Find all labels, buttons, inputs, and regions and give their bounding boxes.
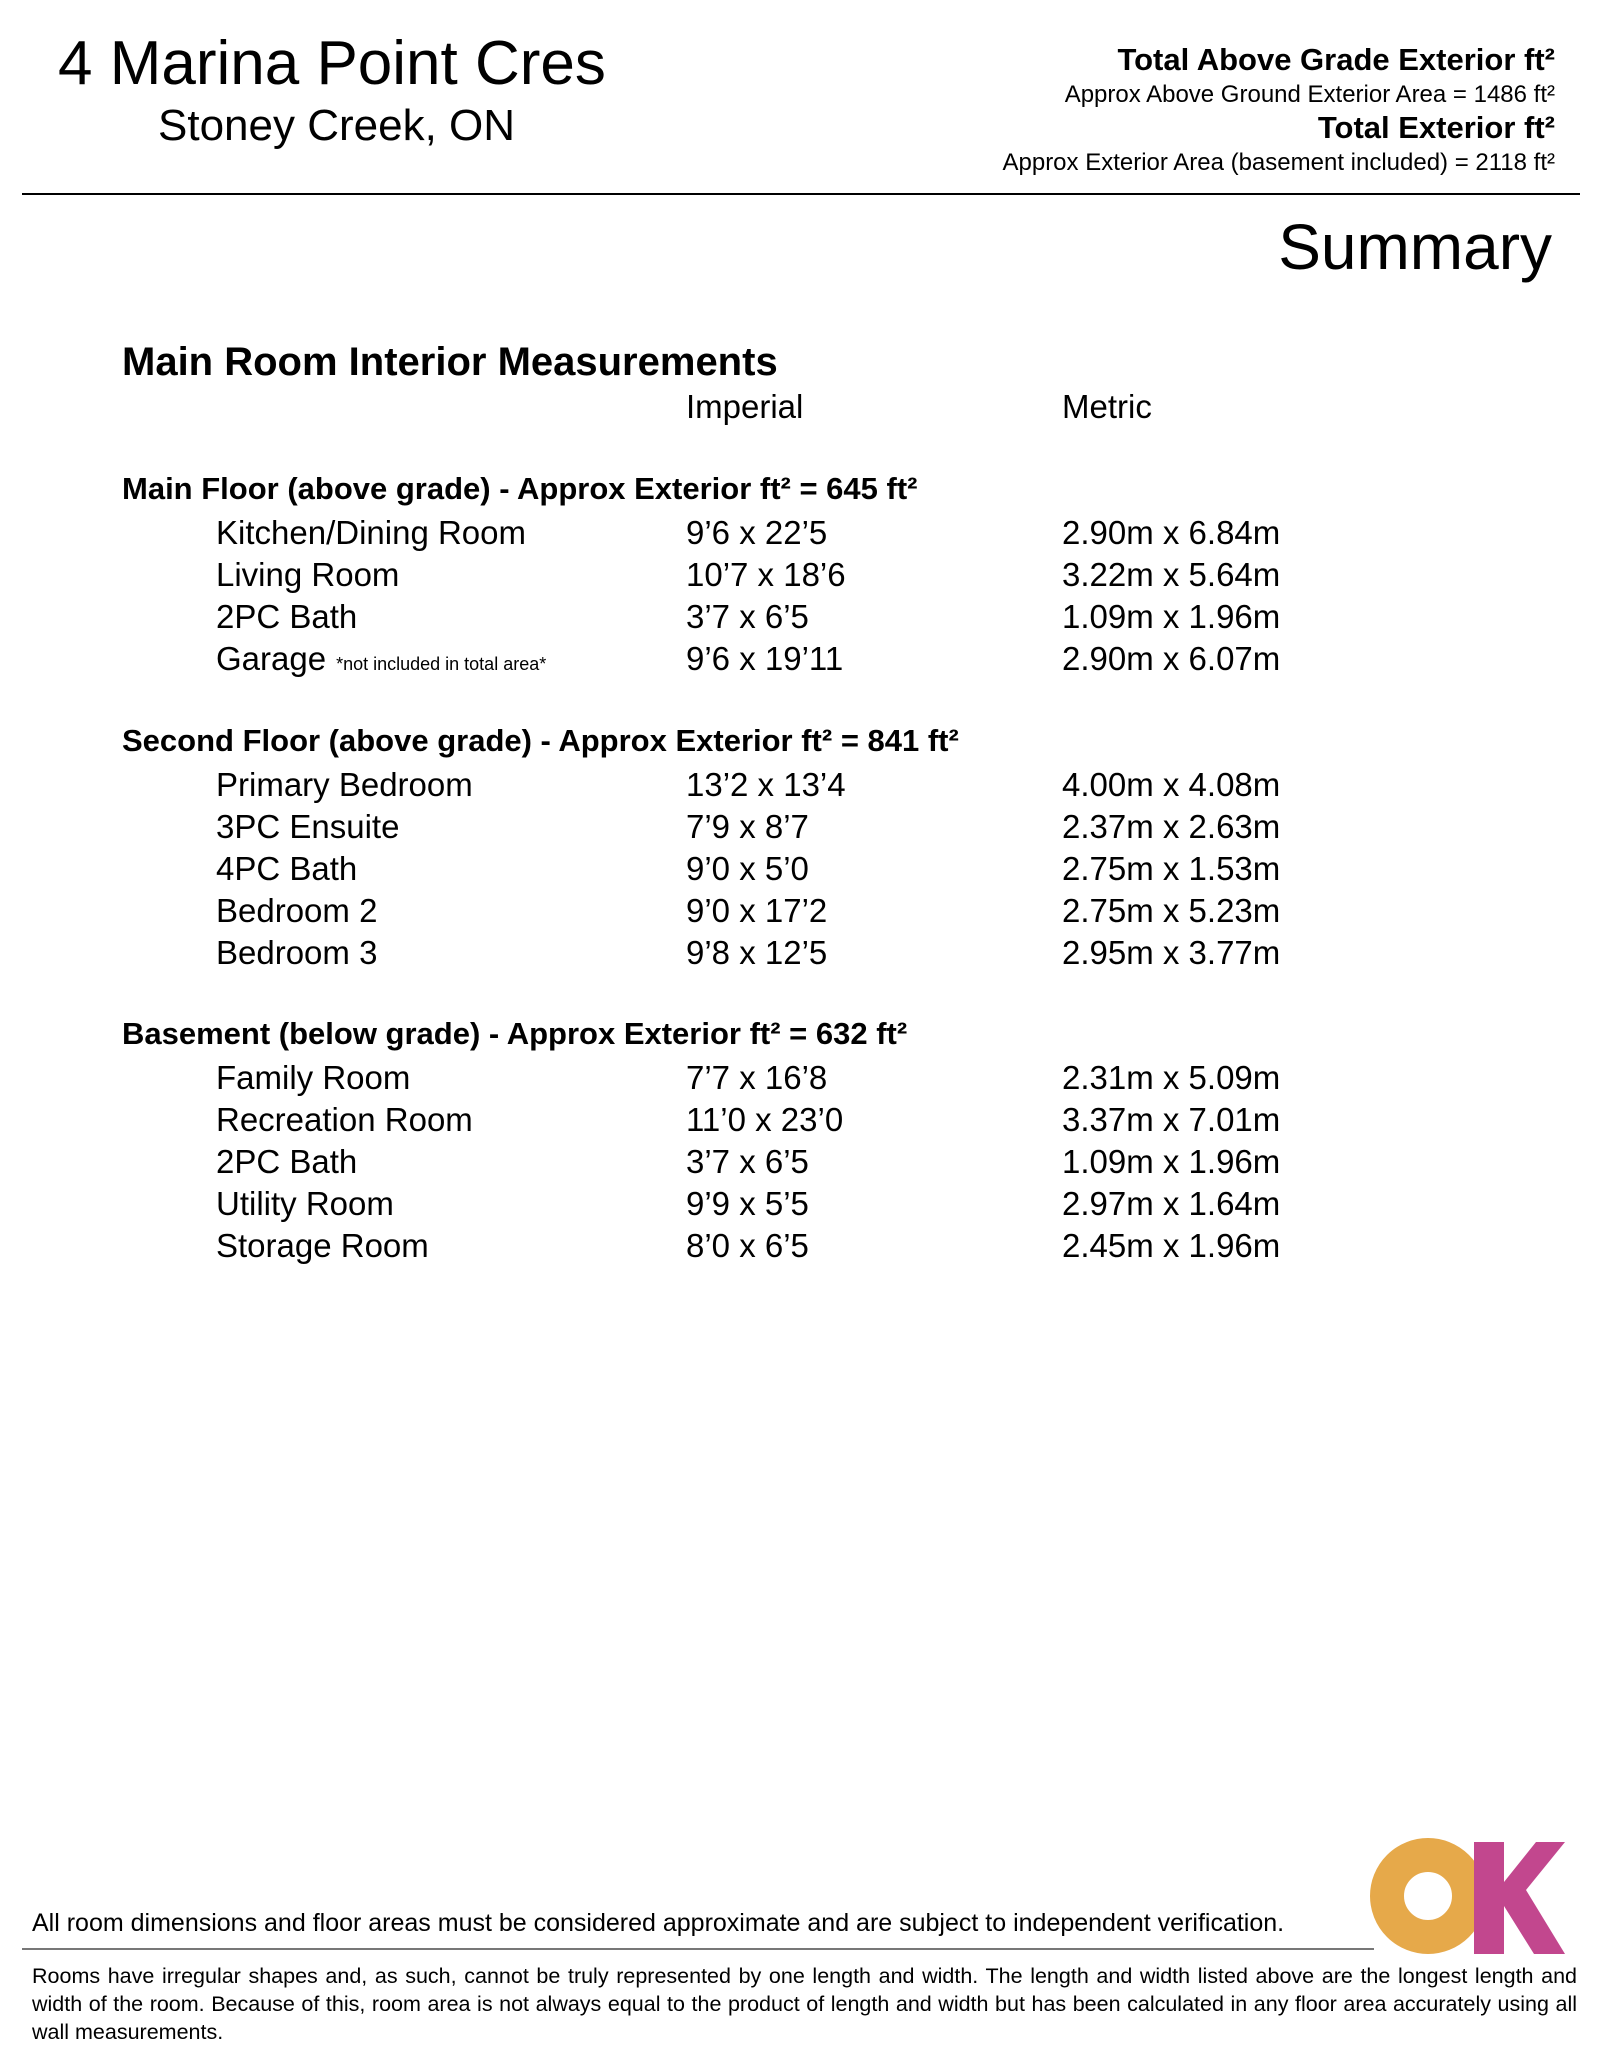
room-name: Kitchen/Dining Room	[216, 514, 526, 551]
room-row	[0, 596, 1600, 638]
summary-title: Summary	[1278, 211, 1552, 283]
room-row	[0, 1099, 1600, 1141]
room-row	[0, 1141, 1600, 1183]
floor-heading-basement: Basement (below grade) - Approx Exterior ft² = 632 ft²	[122, 1016, 908, 1051]
floor-heading-main: Main Floor (above grade) - Approx Exterior ft² = 645 ft²	[122, 471, 918, 506]
floor-heading-second: Second Floor (above grade) - Approx Exterior ft² = 841 ft²	[122, 723, 959, 758]
room-name-with-note	[216, 638, 546, 685]
room-metric: 2.45m x 1.96m	[1062, 1227, 1281, 1264]
room-metric: 2.97m x 1.64m	[1062, 1185, 1281, 1222]
room-imperial: 13’2 x 13’4	[686, 766, 846, 803]
room-row	[0, 848, 1600, 890]
room-imperial: 9’0 x 17’2	[686, 892, 828, 929]
room-row	[0, 1183, 1600, 1225]
room-metric: 4.00m x 4.08m	[1062, 766, 1281, 803]
room-imperial: 3’7 x 6’5	[686, 598, 809, 635]
total-exterior-title: Total Exterior ft²	[1317, 110, 1555, 145]
total-above-grade-title: Total Above Grade Exterior ft²	[1117, 42, 1555, 77]
header-divider	[22, 193, 1580, 195]
room-metric: 3.22m x 5.64m	[1062, 556, 1281, 593]
total-above-grade-detail: Approx Above Ground Exterior Area = 1486 ft²	[1064, 81, 1555, 108]
room-metric: 2.37m x 2.63m	[1062, 808, 1281, 845]
footnote-text: Rooms have irregular shapes and, as such, cannot be truly represented by one length and width. The length and width listed above are the longest length and width of the room. Because of this, room area is not always equal to the product of length and width but has been calculated in any floor area accurately using all wall measurements.	[32, 1964, 1577, 2044]
column-header-imperial: Imperial	[686, 388, 804, 425]
room-row	[0, 554, 1600, 596]
logo-k-shape	[1474, 1842, 1565, 1954]
room-name: Recreation Room	[216, 1101, 473, 1138]
room-imperial: 8’0 x 6’5	[686, 1227, 809, 1264]
room-name: Bedroom 3	[216, 934, 378, 971]
room-name: Primary Bedroom	[216, 766, 473, 803]
column-header-metric: Metric	[1062, 388, 1152, 425]
footer-divider	[22, 1948, 1374, 1950]
room-name: 4PC Bath	[216, 850, 358, 887]
room-name: Bedroom 2	[216, 892, 378, 929]
room-name: Utility Room	[216, 1185, 394, 1222]
room-imperial: 10’7 x 18’6	[686, 556, 846, 593]
room-row	[0, 638, 1600, 680]
section-heading: Main Room Interior Measurements	[122, 340, 778, 384]
room-imperial: 7’7 x 16’8	[686, 1059, 828, 1096]
room-row	[0, 806, 1600, 848]
room-name: Family Room	[216, 1059, 411, 1096]
room-imperial: 11’0 x 23’0	[686, 1101, 844, 1138]
room-row	[0, 512, 1600, 554]
room-metric: 1.09m x 1.96m	[1062, 598, 1281, 635]
room-imperial: 9’8 x 12’5	[686, 934, 828, 971]
disclaimer-text: All room dimensions and floor areas must be considered approximate and are subject to independent verification.	[32, 1909, 1285, 1937]
room-imperial: 7’9 x 8’7	[686, 808, 809, 845]
room-name: 2PC Bath	[216, 1143, 358, 1180]
address-line2: Stoney Creek, ON	[158, 101, 516, 150]
company-logo	[1370, 1838, 1565, 1954]
room-name: Storage Room	[216, 1227, 429, 1264]
room-metric: 2.31m x 5.09m	[1062, 1059, 1281, 1096]
total-exterior-detail: Approx Exterior Area (basement included) = 2118 ft²	[1002, 149, 1555, 176]
room-row	[0, 1057, 1600, 1099]
room-imperial: 9’6 x 22’5	[686, 514, 828, 551]
room-metric: 2.75m x 1.53m	[1062, 850, 1281, 887]
room-note: *not included in total area*	[336, 654, 547, 674]
room-name: 3PC Ensuite	[216, 808, 400, 845]
room-imperial: 9’6 x 19’11	[686, 640, 844, 677]
address-line1: 4 Marina Point Cres	[58, 29, 606, 98]
room-metric: 3.37m x 7.01m	[1062, 1101, 1281, 1138]
room-row	[0, 890, 1600, 932]
room-imperial: 3’7 x 6’5	[686, 1143, 809, 1180]
room-name: Garage	[216, 640, 327, 677]
room-imperial: 9’0 x 5’0	[686, 850, 809, 887]
room-row	[0, 932, 1600, 974]
room-row	[0, 764, 1600, 806]
room-metric: 2.95m x 3.77m	[1062, 934, 1281, 971]
room-name: 2PC Bath	[216, 598, 358, 635]
room-row	[0, 1225, 1600, 1267]
room-metric: 2.90m x 6.07m	[1062, 640, 1281, 677]
room-name: Living Room	[216, 556, 400, 593]
room-metric: 1.09m x 1.96m	[1062, 1143, 1281, 1180]
room-metric: 2.75m x 5.23m	[1062, 892, 1281, 929]
logo-o-shape	[1387, 1855, 1469, 1937]
room-metric: 2.90m x 6.84m	[1062, 514, 1281, 551]
room-imperial: 9’9 x 5’5	[686, 1185, 809, 1222]
